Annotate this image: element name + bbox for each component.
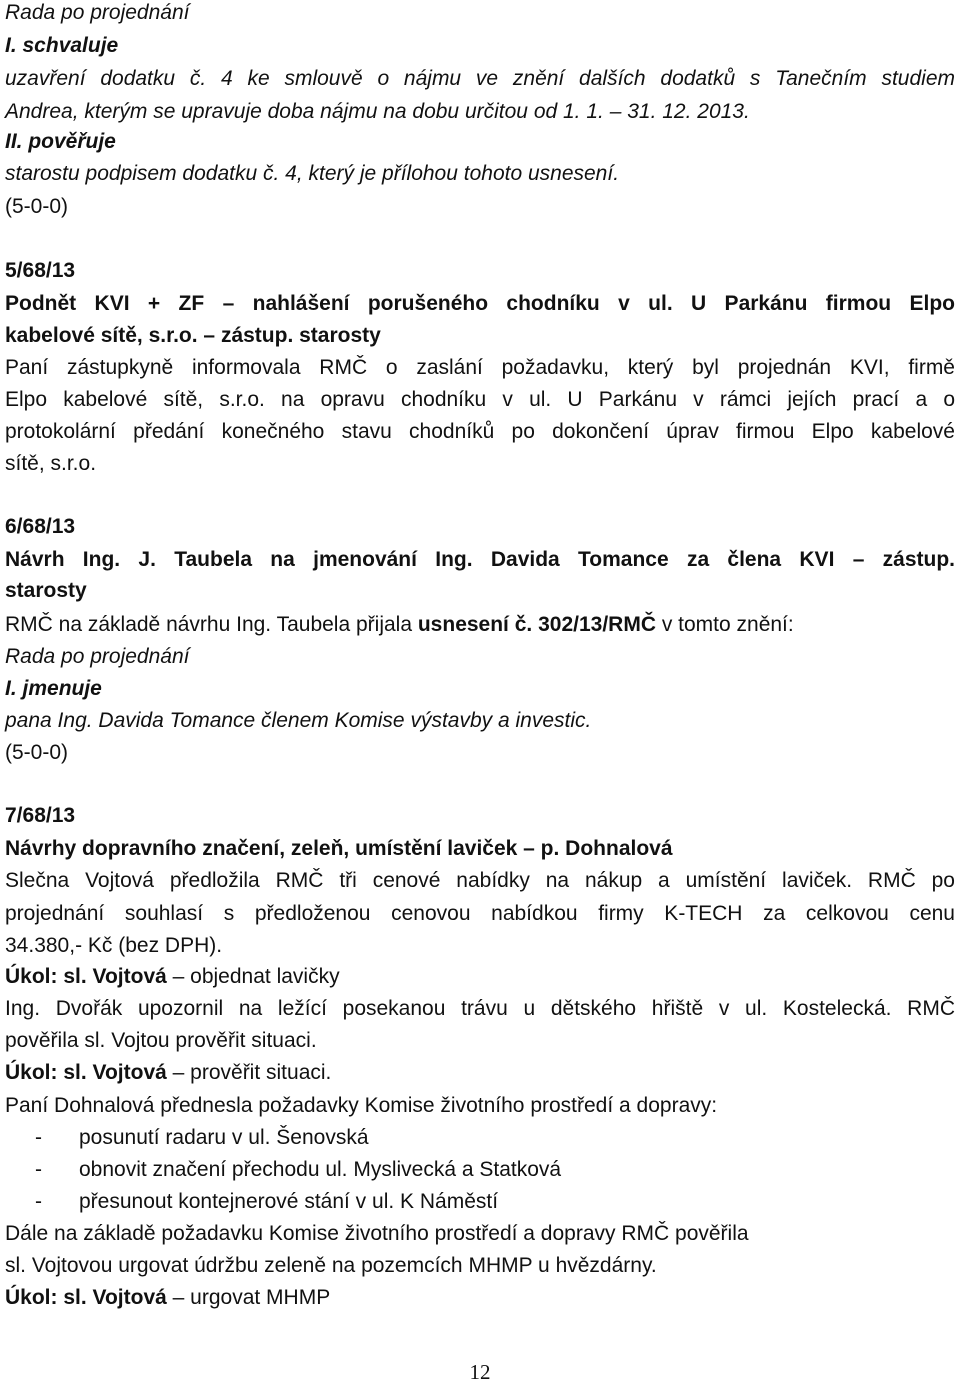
schvaluje-text-line: Andrea, kterým se upravuje doba nájmu na dobu určitou od 1. 1. – 31. 12. 2013.	[5, 100, 750, 123]
paragraph-line: pověřila sl. Vojtou prověřit situaci.	[5, 1029, 317, 1052]
jmenuje-text: pana Ing. Davida Tomance členem Komise výstavby a investic.	[5, 709, 592, 732]
list-item	[5, 1125, 369, 1151]
resolution-number: 302/13/RMČ	[538, 613, 656, 636]
task-line	[5, 1060, 331, 1086]
list-bullet: -	[35, 1158, 42, 1181]
text-part: RMČ na základě návrhu Ing. Taubela přijala	[5, 613, 418, 636]
list-item	[5, 1189, 498, 1215]
vote-result: (5-0-0)	[5, 741, 69, 764]
task-text: – urgovat MHMP	[166, 1286, 331, 1309]
section-number: 7/68/13	[5, 804, 76, 827]
povaruje-text: starostu podpisem dodatku č. 4, který je přílohou tohoto usnesení.	[5, 162, 620, 185]
section-title-line	[5, 323, 381, 349]
task-line	[5, 964, 340, 990]
schvaluje-heading: I. schvaluje	[5, 34, 119, 57]
section-number: 6/68/13	[5, 515, 76, 538]
paragraph-line: Slečna Vojtová předložila RMČ tři cenové nabídky na nákup a umístění laviček. RMČ po	[5, 869, 955, 892]
text-part: v tomto znění:	[655, 613, 794, 636]
list-item	[5, 1157, 561, 1183]
section-title-line: Návrh Ing. J. Taubela na jmenování Ing. Davida Tomance za člena KVI – zástup.	[5, 548, 955, 571]
text-part-bold: usnesení č.	[417, 613, 533, 636]
paragraph-line: sítě, s.r.o.	[5, 452, 97, 475]
paragraph-line: Paní zástupkyně informovala RMČ o zaslání požadavku, který byl projednán KVI, firmě	[5, 356, 955, 379]
section-title-line: starosty	[5, 579, 87, 602]
paragraph-line: Ing. Dvořák upozornil na ležící posekanou trávu u dětského hřiště v ul. Kostelecká. RMČ	[5, 997, 955, 1020]
list-item-text: posunutí radaru v ul. Šenovská	[79, 1126, 369, 1149]
task-label: Úkol: sl. Vojtová	[5, 1061, 167, 1084]
schvaluje-text-line: uzavření dodatku č. 4 ke smlouvě o nájmu ve znění dalších dodatků s Tanečním studiem	[5, 67, 955, 90]
task-text: – objednat lavičky	[166, 965, 340, 988]
task-label: Úkol: sl. Vojtová	[5, 965, 167, 988]
paragraph-line: sl. Vojtovou urgovat údržbu zeleně na pozemcích MHMP u hvězdárny.	[5, 1254, 657, 1277]
rada-label: Rada po projednání	[5, 1, 190, 24]
section-title-line: Návrhy dopravního značení, zeleň, umístění laviček – p. Dohnalová	[5, 837, 673, 860]
section-title-part: starosty	[299, 324, 381, 347]
section-title-line: Podnět KVI + ZF – nahlášení porušeného chodníku v ul. U Parkánu firmou Elpo	[5, 292, 955, 315]
task-line	[5, 1285, 330, 1311]
section-number: 5/68/13	[5, 259, 76, 282]
povaruje-heading: II. pověřuje	[5, 130, 116, 153]
list-bullet: -	[35, 1190, 42, 1213]
page-number: 12	[469, 1360, 491, 1384]
paragraph-line: Elpo kabelové sítě, s.r.o. na opravu chodníku v ul. U Parkánu v rámci jejích prací a o	[5, 388, 955, 411]
vote-result: (5-0-0)	[5, 195, 69, 218]
paragraph-line	[5, 612, 794, 638]
paragraph-line: Dále na základě požadavku Komise životního prostředí a dopravy RMČ pověřila	[5, 1222, 749, 1245]
task-text: – prověřit situaci.	[166, 1061, 332, 1084]
paragraph-line: projednání souhlasí s předloženou cenovou nabídkou firmy K-TECH za celkovou cenu	[5, 902, 955, 925]
list-item-text: přesunout kontejnerové stání v ul. K Náměstí	[79, 1190, 499, 1213]
rada-label: Rada po projednání	[5, 645, 190, 668]
task-label: Úkol: sl. Vojtová	[5, 1286, 167, 1309]
list-item-text: obnovit značení přechodu ul. Myslivecká a Statková	[79, 1158, 562, 1181]
jmenuje-heading: I. jmenuje	[5, 677, 102, 700]
list-bullet: -	[35, 1126, 42, 1149]
paragraph-line: Paní Dohnalová přednesla požadavky Komise životního prostředí a dopravy:	[5, 1094, 718, 1117]
paragraph-line: protokolární předání konečného stavu chodníků po dokončení úprav firmou Elpo kabelové	[5, 420, 955, 443]
section-title-part: kabelové sítě, s.r.o. – zástup.	[5, 324, 300, 347]
paragraph-line: 34.380,- Kč (bez DPH).	[5, 934, 223, 957]
